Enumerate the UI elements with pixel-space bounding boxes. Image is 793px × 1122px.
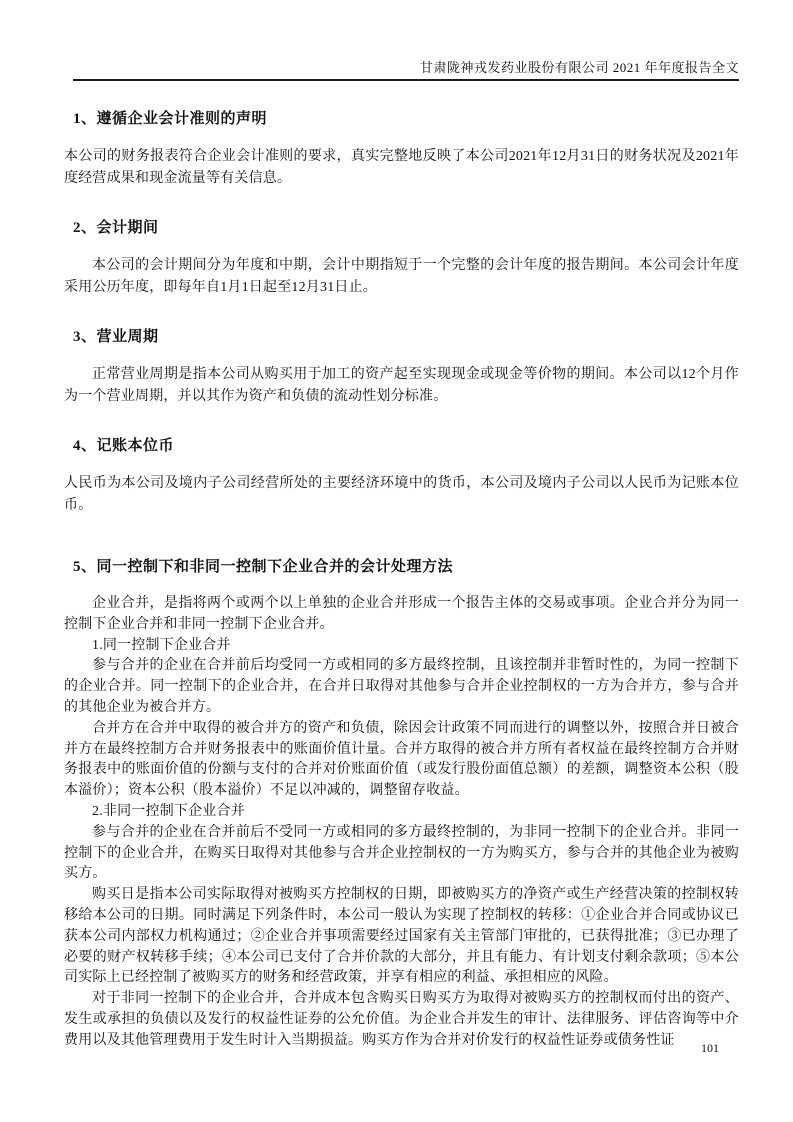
section-2-heading: 2、会计期间 [73,220,159,236]
section-4 [64,434,739,517]
section-1 [64,107,739,190]
section-5-paragraph-5: 购买日是指本公司实际取得对被购买方控制权的日期，即被购买方的净资产或生产经营决策的控制权转移给本公司的日期。同时满足下列条件时，本公司一般认为实现了控制权的转移：①企业合并合同或协议已获本公司内部权力机构通过；②企业合并事项需要经过国家有关主管部门审批的，已获得批准；③已办理了必要的财产权转移手续；④本公司已支付了合并价款的大部分，并且有能力、有计划支付剩余款项；⑤本公司实际上已经控制了被购买方的财务和经营政策，并享有相应的利益、承担相应的风险。 [64,887,739,986]
section-5-paragraph-3: 合并方在合并中取得的被合并方的资产和负债，除因会计政策不同而进行的调整以外，按照合并日被合并方在最终控制方合并财务报表中的账面价值计量。合并方取得的被合并方所有者权益在最终控制方合并财务报表中的账面价值的份额与支付的合并对价账面价值（或发行股份面值总额）的差额，调整资本公积（股本溢价）；资本公积（股本溢价）不足以冲减的，调整留存收益。 [64,720,739,799]
section-5-subheading-1: 1.同一控制下企业合并 [92,637,231,653]
section-5-subheading-2: 2.非同一控制下企业合并 [92,803,245,819]
section-3-heading: 3、营业周期 [73,329,159,345]
report-header-title: 甘肃陇神戎发药业股份有限公司 2021 年年度报告全文 [419,60,739,75]
section-3 [64,325,739,408]
section-1-paragraph: 本公司的财务报表符合企业会计准则的要求，真实完整地反映了本公司2021年12月31日的财务状况及2021年度经营成果和现金流量等有关信息。 [64,149,739,186]
header-rule [73,79,739,81]
section-4-paragraph: 人民币为本公司及境内子公司经营所处的主要经济环境中的货币，本公司及境内子公司以人民币为记账本位币。 [64,476,739,513]
section-4-heading: 4、记账本位币 [73,438,175,454]
section-3-paragraph: 正常营业周期是指本公司从购买用于加工的资产起至实现现金或现金等价物的期间。本公司以12个月作为一个营业周期，并以其作为资产和负债的流动性划分标准。 [64,367,739,404]
section-5-heading: 5、同一控制下和非同一控制下企业合并的会计处理方法 [73,559,454,575]
section-5 [64,555,739,1052]
section-5-paragraph-4: 参与合并的企业在合并前后不受同一方或相同的多方最终控制的，为非同一控制下的企业合并。非同一控制下的企业合并，在购买日取得对其他参与合并企业控制权的一方为购买方，参与合并的其他企业为被购买方。 [64,824,739,882]
section-2-paragraph: 本公司的会计期间分为年度和中期，会计中期指短于一个完整的会计年度的报告期间。本公司会计年度采用公历年度，即每年自1月1日起至12月31日止。 [64,258,739,295]
section-5-paragraph-6: 对于非同一控制下的企业合并，合并成本包含购买日购买方为取得对被购买方的控制权而付出的资产、发生或承担的负债以及发行的权益性证券的公允价值。为企业合并发生的审计、法律服务、评估咨询等中介费用以及其他管理费用于发生时计入当期损益。购买方作为合并对价发行的权益性证券或债务性证 [64,991,739,1048]
section-1-heading: 1、遵循企业会计准则的声明 [73,111,268,127]
section-5-paragraph-1: 企业合并，是指将两个或两个以上单独的企业合并形成一个报告主体的交易或事项。企业合并分为同一控制下企业合并和非同一控制下企业合并。 [64,596,739,632]
section-5-paragraph-2: 参与合并的企业在合并前后均受同一方或相同的多方最终控制，且该控制并非暂时性的，为同一控制下的企业合并。同一控制下的企业合并，在合并日取得对其他参与合并企业控制权的一方为合并方，参与合并的其他企业为被合并方。 [64,658,739,715]
page-number: 101 [701,1041,719,1055]
section-2 [64,216,739,299]
